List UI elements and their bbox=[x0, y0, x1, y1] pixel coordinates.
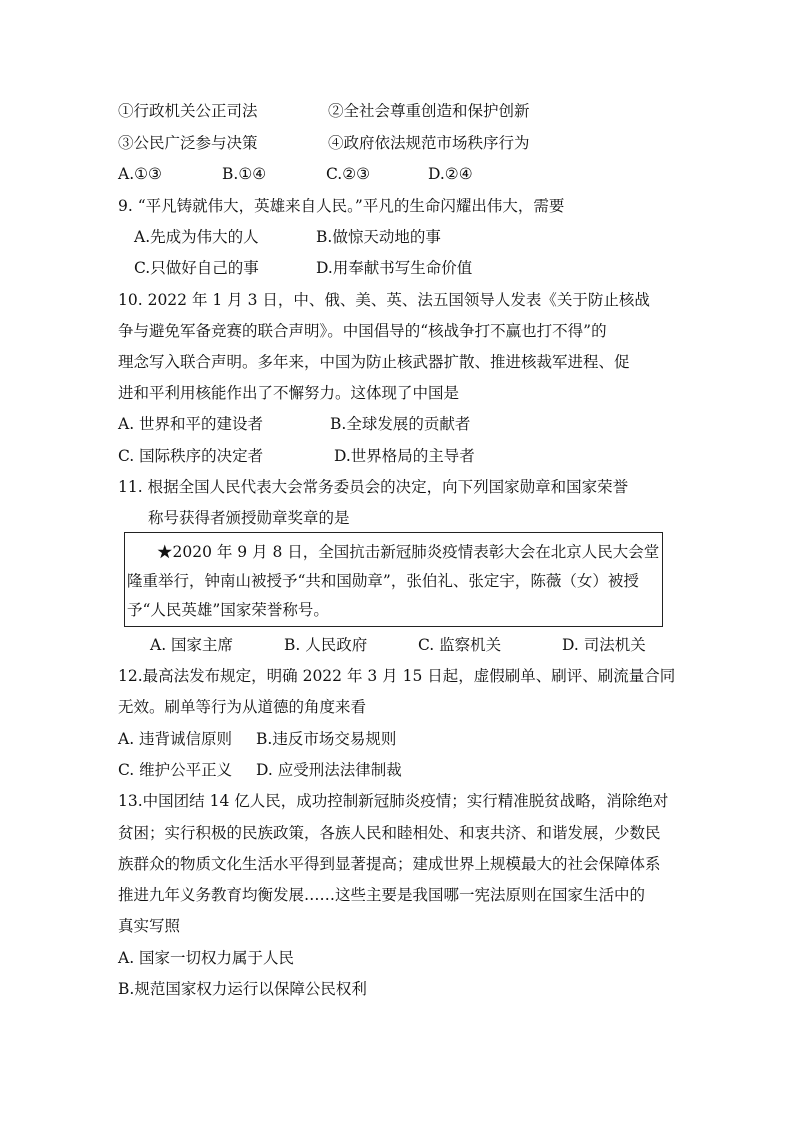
q11-material-line-3: 予“人民英雄”国家荣誉称号。 bbox=[127, 601, 329, 619]
q13-stem-line-4: 推进九年义务教育均衡发展……这些主要是我国哪一宪法原则在国家生活中的 bbox=[118, 886, 646, 904]
q9-option-b: B.做惊天动地的事 bbox=[316, 228, 441, 246]
q12-option-d: D. 应受刑法法律制裁 bbox=[256, 761, 402, 779]
q11-option-b: B. 人民政府 bbox=[284, 636, 368, 654]
q11-option-d: D. 司法机关 bbox=[562, 636, 646, 654]
q12-stem-line-2: 无效。刷单等行为从道德的角度来看 bbox=[118, 698, 367, 716]
q8-option-1: ①行政机关公正司法 bbox=[118, 102, 258, 120]
q9-option-c: C.只做好自己的事 bbox=[134, 259, 259, 277]
q13-option-a: A. 国家一切权力属于人民 bbox=[118, 949, 295, 967]
q11-stem-line-1: 11. 根据全国人民代表大会常务委员会的决定，向下列国家勋章和国家荣誉 bbox=[118, 478, 629, 496]
q11-option-a: A. 国家主席 bbox=[150, 636, 234, 654]
q13-option-b: B.规范国家权力运行以保障公民权利 bbox=[118, 980, 367, 998]
q12-option-c: C. 维护公平正义 bbox=[118, 761, 233, 779]
q12-option-b: B.违反市场交易规则 bbox=[256, 730, 397, 748]
q8-option-2: ②全社会尊重创造和保护创新 bbox=[328, 102, 530, 120]
q11-stem-line-2: 称号获得者颁授勋章奖章的是 bbox=[148, 509, 350, 527]
q8-option-4: ④政府依法规范市场秩序行为 bbox=[328, 134, 530, 152]
q11-option-c: C. 监察机关 bbox=[418, 636, 502, 654]
q12-stem-line-1: 12.最高法发布规定，明确 2022 年 3 月 15 日起，虚假刷单、刷评、刷流量合同 bbox=[118, 667, 676, 685]
q13-stem-line-3: 族群众的物质文化生活水平得到显著提高；建成世界上规模最大的社会保障体系 bbox=[118, 855, 661, 873]
q8-answer-c: C.②③ bbox=[326, 165, 371, 183]
q10-option-c: C. 国际秩序的决定者 bbox=[118, 447, 264, 465]
q10-stem-line-2: 争与避免军备竞赛的联合声明》。中国倡导的“核战争打不赢也打不得”的 bbox=[118, 322, 607, 340]
q13-stem-line-5: 真实写照 bbox=[118, 917, 181, 935]
q8-answer-a: A.①③ bbox=[118, 165, 162, 183]
q11-material-box bbox=[124, 532, 663, 627]
q9-stem: 9. “平凡铸就伟大，英雄来自人民。”平凡的生命闪耀出伟大，需要 bbox=[118, 197, 565, 215]
q9-option-d: D.用奉献书写生命价值 bbox=[316, 259, 473, 277]
q10-option-a: A. 世界和平的建设者 bbox=[118, 415, 264, 433]
q10-option-d: D.世界格局的主导者 bbox=[334, 447, 475, 465]
q10-stem-line-4: 进和平利用核能作出了不懈努力。这体现了中国是 bbox=[118, 384, 460, 402]
q8-answer-b: B.①④ bbox=[222, 165, 267, 183]
q8-answer-d: D.②④ bbox=[428, 165, 473, 183]
q8-option-3: ③公民广泛参与决策 bbox=[118, 134, 258, 152]
q13-stem-line-2: 贫困；实行积极的民族政策，各族人民和睦相处、和衷共济、和谐发展，少数民 bbox=[118, 824, 661, 842]
q11-material-line-2: 隆重举行，钟南山被授予“共和国勋章”，张伯礼、张定宇，陈薇（女）被授 bbox=[127, 572, 639, 590]
q10-option-b: B.全球发展的贡献者 bbox=[330, 415, 471, 433]
q10-stem-line-1: 10. 2022 年 1 月 3 日，中、俄、美、英、法五国领导人发表《关于防止核战 bbox=[118, 291, 650, 309]
q11-material-line-1: ★2020 年 9 月 8 日，全国抗击新冠肺炎疫情表彰大会在北京人民大会堂 bbox=[157, 543, 660, 561]
q9-option-a: A.先成为伟大的人 bbox=[134, 228, 259, 246]
q13-stem-line-1: 13.中国团结 14 亿人民，成功控制新冠肺炎疫情；实行精准脱贫战略，消除绝对 bbox=[118, 792, 669, 810]
q12-option-a: A. 违背诚信原则 bbox=[118, 730, 233, 748]
q10-stem-line-3: 理念写入联合声明。多年来，中国为防止核武器扩散、推进核裁军进程、促 bbox=[118, 353, 630, 371]
